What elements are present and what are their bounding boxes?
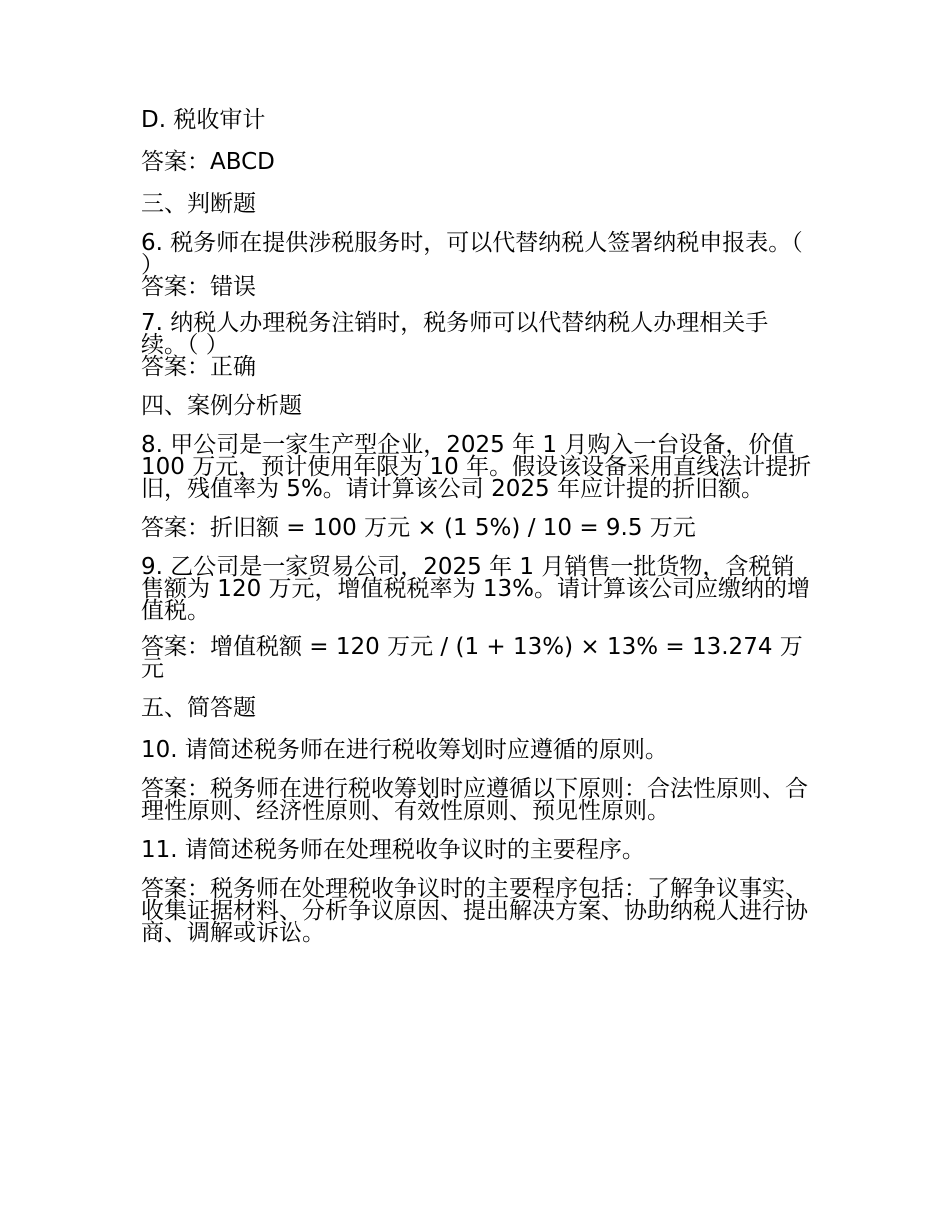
- document-page: [141, 106, 813, 958]
- answer-10: 答案：税务师在进行税收筹划时应遵循以下原则：合法性原则、合理性原则、经济性原则、有效性原则、预见性原则。: [141, 776, 808, 824]
- question-7: 7. 纳税人办理税务注销时，税务师可以代替纳税人办理相关手续。（ ）: [141, 310, 769, 358]
- answer-9: 答案：增值税额 = 120 万元 / (1 + 13%) × 13% = 13.274 万元: [141, 634, 803, 682]
- section-heading-case-analysis: 四、案例分析题: [141, 393, 302, 419]
- question-9: 9. 乙公司是一家贸易公司，2025 年 1 月销售一批货物，含税销售额为 120 万元，增值税税率为 13%。请计算该公司应缴纳的增值税。: [141, 554, 810, 624]
- question-10: 10. 请简述税务师在进行税收筹划时应遵循的原则。: [141, 737, 668, 763]
- question-11: 11. 请简述税务师在处理税收争议时的主要程序。: [141, 837, 645, 863]
- answer-6: 答案：错误: [141, 274, 256, 300]
- option-d: D. 税收审计: [141, 107, 266, 133]
- answer-8: 答案：折旧额 = 100 万元 × (1 5%) / 10 = 9.5 万元: [141, 515, 696, 541]
- answer-11: 答案：税务师在处理税收争议时的主要程序包括：了解争议事实、收集证据材料、分析争议原因、提出解决方案、协助纳税人进行协商、调解或诉讼。: [141, 876, 808, 946]
- answer-7: 答案：正确: [141, 354, 256, 380]
- question-6: 6. 税务师在提供涉税服务时，可以代替纳税人签署纳税申报表。（ ）: [141, 230, 803, 278]
- section-heading-short-answer: 五、简答题: [141, 695, 256, 721]
- answer-abcd: 答案：ABCD: [141, 149, 275, 175]
- section-heading-judgement: 三、判断题: [141, 191, 256, 217]
- question-8: 8. 甲公司是一家生产型企业，2025 年 1 月购入一台设备，价值 100 万元，预计使用年限为 10 年。假设该设备采用直线法计提折旧，残值率为 5%。请计算该公司 2025 年应计提的折旧额。: [141, 432, 812, 502]
